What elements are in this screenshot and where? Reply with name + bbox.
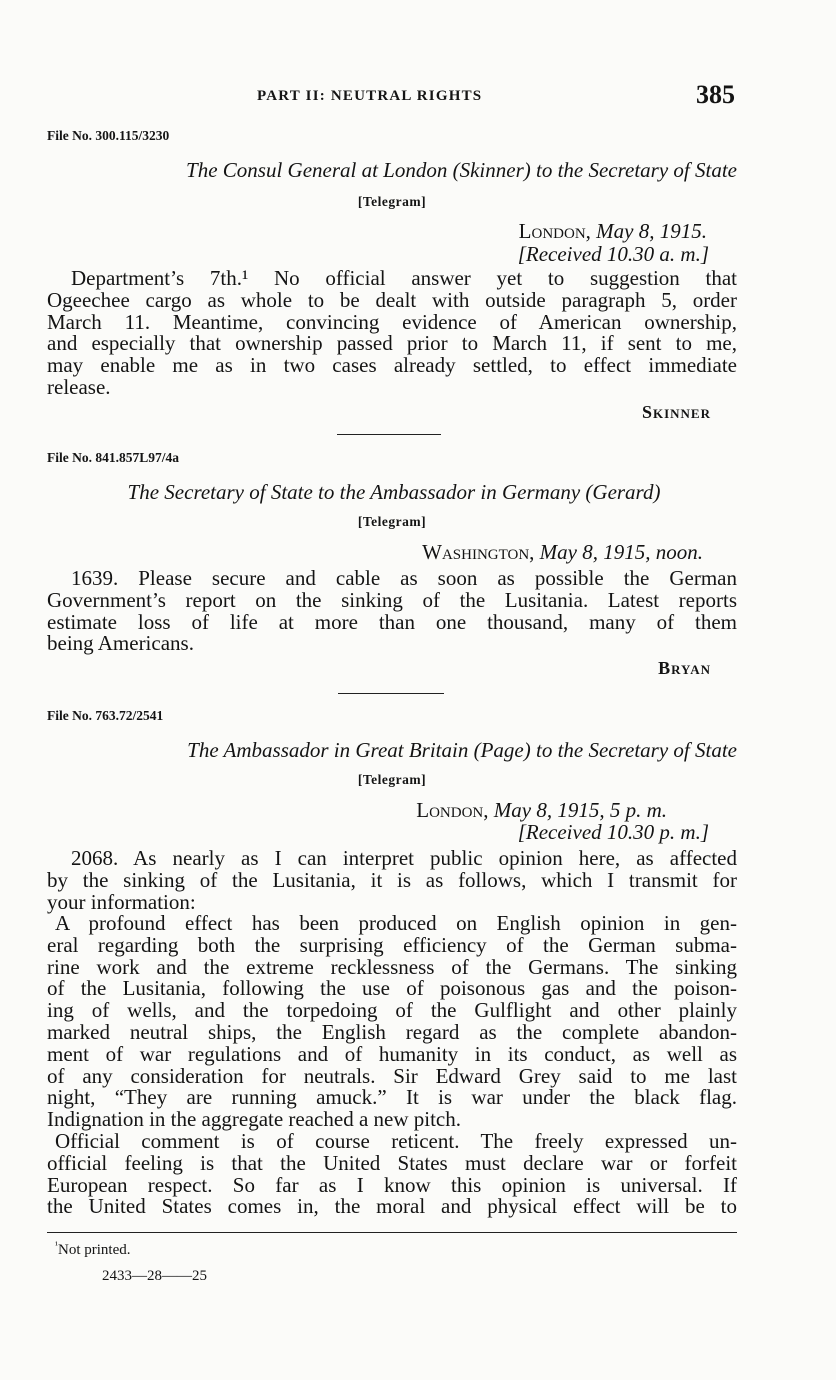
body-line: night, “They are running amuck.” It is war under the black flag. bbox=[47, 1085, 737, 1110]
document-title: The Consul General at London (Skinner) to the Secretary of State bbox=[186, 158, 737, 182]
body-line: March 11. Meantime, convincing evidence of American ownership, bbox=[47, 309, 737, 334]
body-paragraph bbox=[47, 268, 737, 399]
telegram-label: [Telegram] bbox=[357, 194, 427, 209]
document-title: The Secretary of State to the Ambassador in Germany (Gerard) bbox=[127, 480, 661, 504]
body-line: Indignation in the aggregate reached a new pitch. bbox=[47, 1107, 461, 1132]
dateline-place: Washington, bbox=[422, 540, 535, 564]
dateline-place: London, bbox=[416, 798, 489, 822]
body-line: of the Lusitania, following the use of poisonous gas and the poison- bbox=[47, 976, 737, 1001]
body-line: may enable me as in two cases already settled, to effect immediate bbox=[47, 353, 737, 378]
page-number: 385 bbox=[696, 80, 735, 109]
body-line: of any consideration for neutrals. Sir Edward Grey said to me last bbox=[47, 1063, 737, 1088]
page-header bbox=[47, 80, 737, 116]
section-divider bbox=[337, 434, 441, 435]
dateline-place: London, bbox=[518, 219, 591, 243]
body-paragraph bbox=[47, 913, 737, 1131]
telegram-label: [Telegram] bbox=[357, 772, 427, 787]
dateline-date: May 8, 1915, 5 p. m. bbox=[493, 798, 667, 822]
dateline-time: noon. bbox=[655, 540, 703, 564]
body-line: by the sinking of the Lusitania, it is as follows, which I transmit for bbox=[47, 867, 737, 892]
body-line: rine work and the extreme recklessness of the Germans. The sinking bbox=[47, 954, 737, 979]
body-line: Government’s report on the sinking of the Lusitania. Latest reports bbox=[47, 587, 737, 612]
body-line: eral regarding both the surprising efficiency of the German subma- bbox=[47, 932, 737, 957]
body-line: official feeling is that the United States must declare war or forfeit bbox=[47, 1150, 737, 1175]
body-line: Ogeechee cargo as whole to be dealt with outside paragraph 5, order bbox=[47, 287, 737, 312]
printer-mark: 2433—28——25 bbox=[102, 1268, 207, 1284]
body-line: the United States comes in, the moral and physical effect will be to bbox=[47, 1194, 737, 1219]
dateline-date: May 8, 1915. bbox=[596, 219, 707, 243]
dateline bbox=[519, 219, 707, 244]
body-line: European respect. So far as I know this opinion is universal. If bbox=[47, 1172, 737, 1197]
telegram-label: [Telegram] bbox=[357, 514, 427, 529]
dateline bbox=[422, 540, 703, 565]
body-line: release. bbox=[47, 374, 111, 399]
body-line: Official comment is of course reticent. The freely expressed un- bbox=[55, 1129, 737, 1153]
dateline-date: May 8, 1915, bbox=[539, 540, 651, 564]
file-number: File No. 763.72/2541 bbox=[47, 708, 164, 723]
body-paragraph bbox=[47, 848, 737, 913]
body-line: ing of wells, and the torpedoing of the Gulflight and other plainly bbox=[47, 998, 737, 1023]
footnote-rule bbox=[47, 1232, 737, 1233]
body-line: being Americans. bbox=[47, 631, 194, 656]
body-paragraph bbox=[47, 1131, 737, 1218]
body-line: and especially that ownership passed prior to March 11, if sent to me, bbox=[47, 331, 737, 356]
document-title: The Ambassador in Great Britain (Page) to the Secretary of State bbox=[187, 738, 737, 762]
body-line: Department’s 7th.¹ No official answer yet to suggestion that bbox=[71, 266, 737, 290]
received-note: [Received 10.30 p. m.] bbox=[517, 820, 709, 844]
footnote-text: Not printed. bbox=[58, 1242, 131, 1258]
body-line: A profound effect has been produced on English opinion in gen- bbox=[55, 911, 737, 935]
footnote-marker: ¹ bbox=[55, 1240, 58, 1251]
file-number: File No. 841.857L97/4a bbox=[47, 450, 179, 465]
body-paragraph bbox=[47, 568, 737, 655]
body-line: estimate loss of life at more than one thousand, many of them bbox=[47, 609, 737, 634]
received-note: [Received 10.30 a. m.] bbox=[517, 242, 709, 266]
footnote bbox=[55, 1240, 131, 1259]
body-line: ment of war regulations and of humanity in its conduct, as well as bbox=[47, 1041, 737, 1066]
file-number: File No. 300.115/3230 bbox=[47, 128, 170, 143]
body-line: 2068. As nearly as I can interpret public opinion here, as affected bbox=[71, 846, 737, 870]
running-head: PART II: NEUTRAL RIGHTS bbox=[257, 88, 483, 104]
section-divider bbox=[338, 693, 444, 694]
body-line: your information: bbox=[47, 889, 196, 914]
signature: Bryan bbox=[658, 658, 711, 678]
body-line: marked neutral ships, the English regard as the complete abandon- bbox=[47, 1019, 737, 1044]
signature: Skinner bbox=[641, 402, 711, 422]
body-line: 1639. Please secure and cable as soon as possible the German bbox=[71, 566, 737, 590]
